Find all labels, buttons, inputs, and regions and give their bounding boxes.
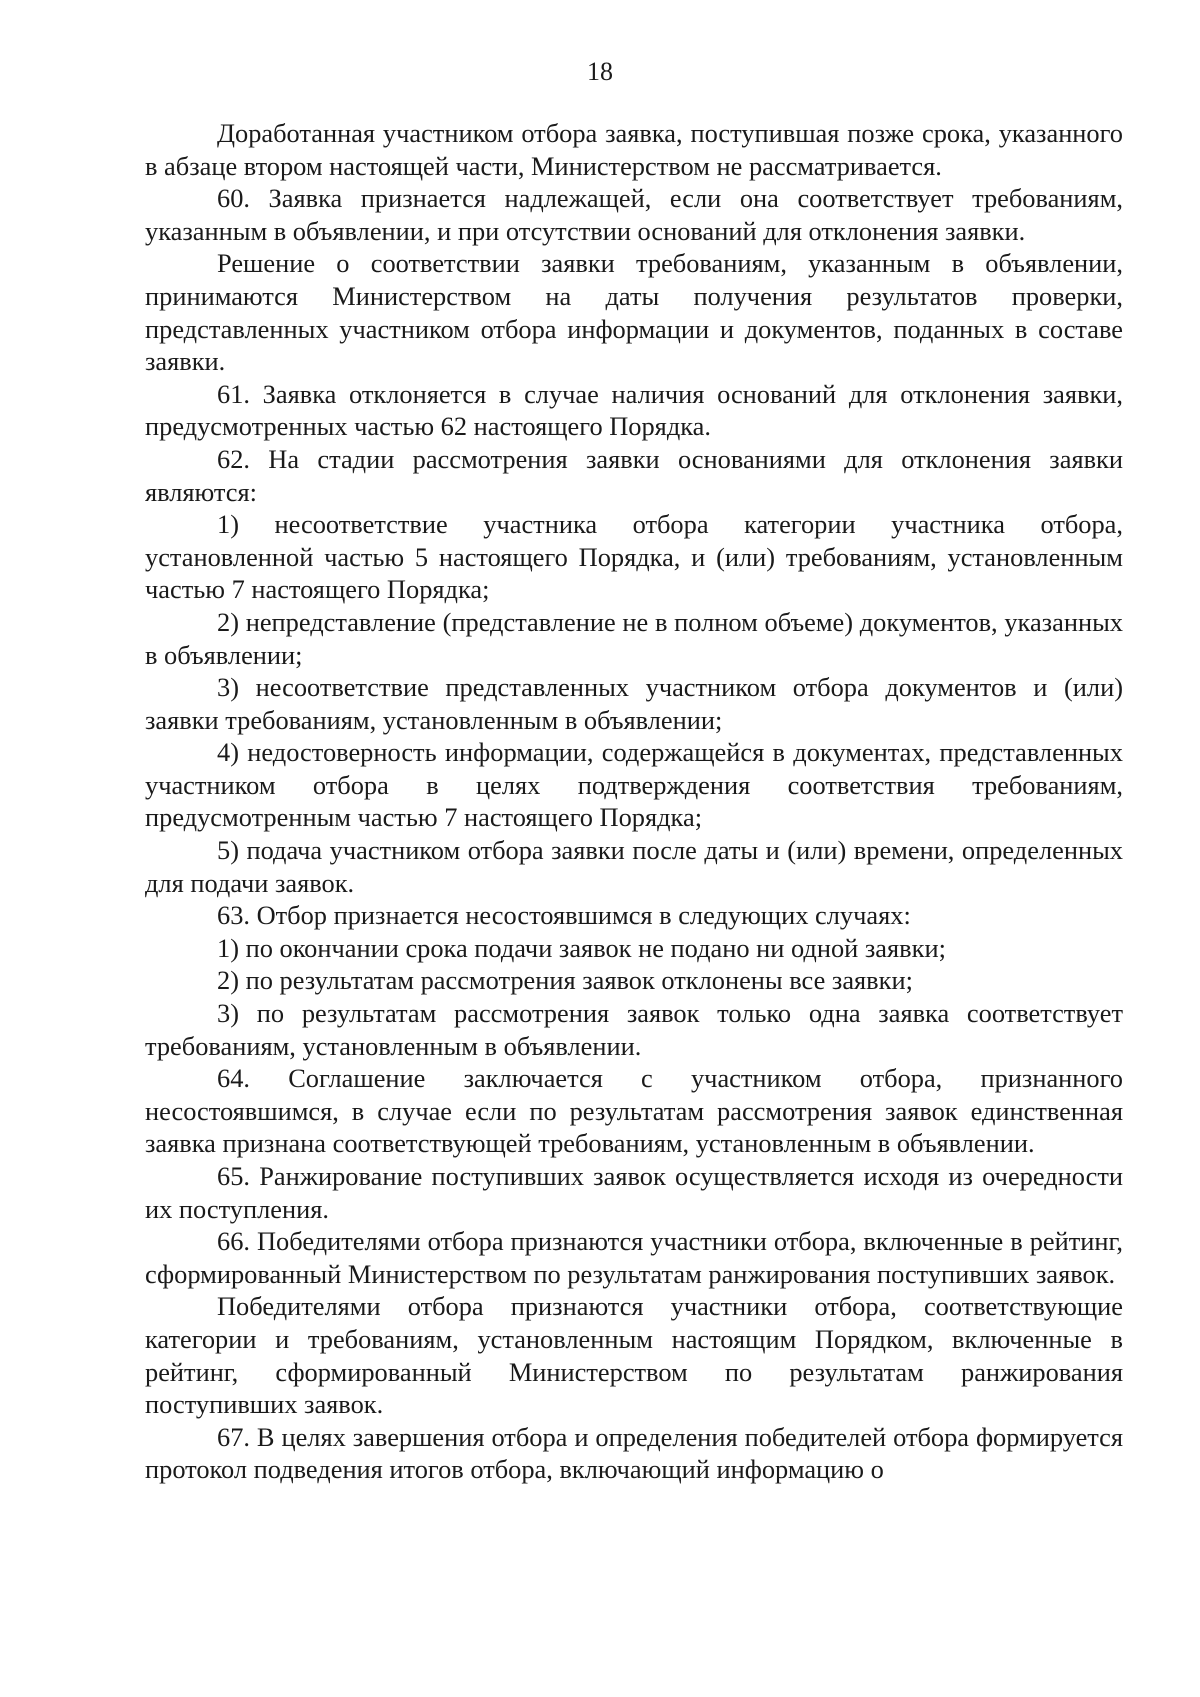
paragraph: 67. В целях завершения отбора и определения победителей отбора формируется протокол подведения итогов отбора, включающий информацию о	[145, 1421, 1123, 1485]
paragraph: 61. Заявка отклоняется в случае наличия оснований для отклонения заявки, предусмотренных частью 62 настоящего Порядка.	[145, 378, 1123, 442]
paragraph: Победителями отбора признаются участники отбора, соответствующие категории и требованиям, установленным настоящим Порядком, включенные в рейтинг, сформированный Министерством по результатам ранжирования поступивших заявок.	[145, 1291, 1123, 1420]
list-item: 1) по окончании срока подачи заявок не подано ни одной заявки;	[217, 932, 946, 963]
list-item: 1) несоответствие участника отбора категории участника отбора, установленной частью 5 настоящего Порядка, и (или) требованиям, установленным частью 7 настоящего Порядка;	[145, 509, 1123, 605]
list-item: 3) несоответствие представленных участником отбора документов и (или) заявки требованиям, установленным в объявлении;	[145, 672, 1123, 735]
paragraph: 64. Соглашение заключается с участником отбора, признанного несостоявшимся, в случае если по результатам рассмотрения заявок единственная заявка признана соответствующей требованиям, установленным в объявлении.	[145, 1063, 1123, 1159]
paragraph: Решение о соответствии заявки требованиям, указанным в объявлении, принимаются Министерством на даты получения результатов проверки, представленных участником отбора информации и документов, поданных в составе заявки.	[145, 248, 1123, 377]
list-item: 5) подача участником отбора заявки после даты и (или) времени, определенных для подачи заявок.	[145, 835, 1123, 898]
list-item: 2) непредставление (представление не в полном объеме) документов, указанных в объявлении;	[145, 606, 1123, 670]
list-item: 3) по результатам рассмотрения заявок только одна заявка соответствует требованиям, установленным в объявлении.	[145, 998, 1123, 1061]
paragraph: 65. Ранжирование поступивших заявок осуществляется исходя из очередности их поступления.	[145, 1161, 1123, 1224]
list-item: 4) недостоверность информации, содержащейся в документах, представленных участником отбора в целях подтверждения соответствия требованиям, предусмотренным частью 7 настоящего Порядка;	[145, 737, 1123, 833]
document-body	[145, 117, 1123, 1486]
paragraph: 66. Победителями отбора признаются участники отбора, включенные в рейтинг, сформированный Министерством по результатам ранжирования поступивших заявок.	[145, 1226, 1123, 1289]
list-item: 2) по результатам рассмотрения заявок отклонены все заявки;	[217, 965, 913, 996]
paragraph: Доработанная участником отбора заявка, поступившая позже срока, указанного в абзаце втором настоящей части, Министерством не рассматривается.	[145, 118, 1123, 181]
paragraph: 63. Отбор признается несостоявшимся в следующих случаях:	[217, 900, 911, 931]
paragraph: 62. На стадии рассмотрения заявки основаниями для отклонения заявки являются:	[145, 443, 1123, 507]
page-number: 18	[587, 57, 613, 86]
paragraph: 60. Заявка признается надлежащей, если она соответствует требованиям, указанным в объявлении, и при отсутствии оснований для отклонения заявки.	[145, 183, 1123, 246]
